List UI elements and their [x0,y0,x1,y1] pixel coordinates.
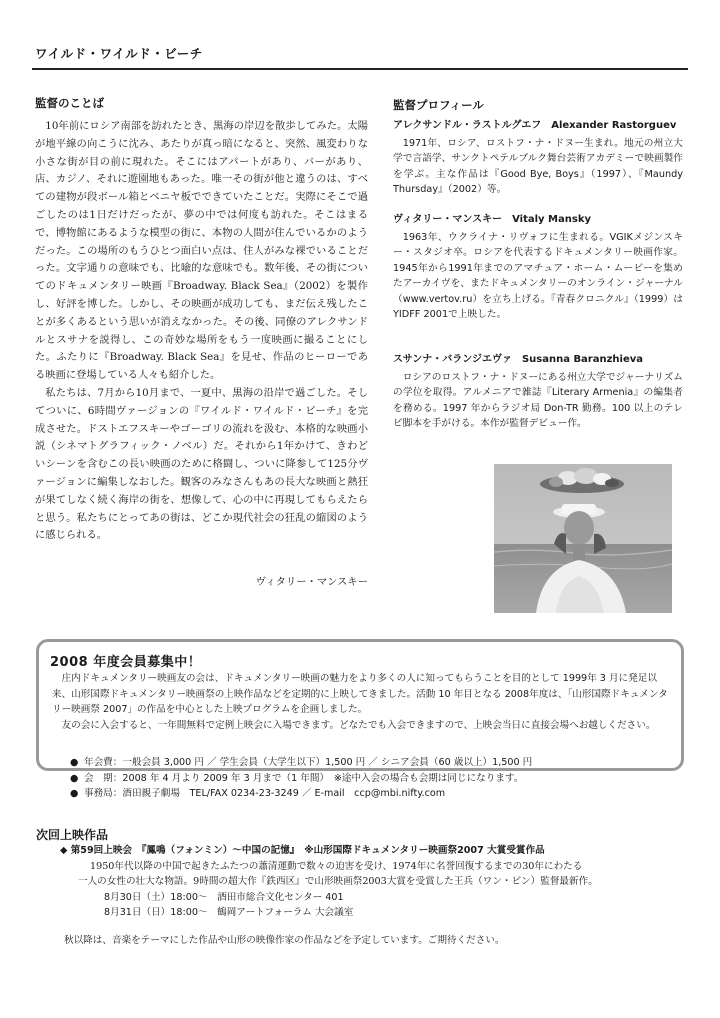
membership-title: 2008 年度会員募集中！ [50,655,202,670]
profile-entry [393,118,683,198]
black-circle-bullet-icon: ● [70,757,79,768]
director-words-paragraph: 10年前にロシア南部を訪れたとき、黒海の岸辺を散歩してみた。太陽が地平線の向こうに沈み、あたりが真っ暗になると、突然、風変わりな小さな街が目の前に現れた。そこにはアパートがあり、バーがあり、店、カジノ、それに遊園地もあった。唯一その街が他と違うのは、すべての建物が段ボール箱とベニヤ板でできていたことだ。実際にそこで過ごしたのは1日だけだったが、夢の中では何度も訪れた。そこはまるで、博物館にあるような模型の街に、本物の人間が住んでいるかのようだった。この場所のもうひとつ面白い点は、住人がみな裸でいることだった。文字通りの意味でも、比喩的な意味でも。数年後、その街についてのドキュメンタリー映画『Broadway. Black Sea』（2002）を製作し、好評を博した。しかし、その映画が成功しても、まだ伝え残したことが多くあるという思いが消えなかった。その後、同僚のアレクサンドルとスサナを説得し、この奇妙な場所をもう一度映画に撮ることにした。ふたりに『Broadway. Black Sea』を見せ、作品のヒーローである映画に登場している人々も紹介した。 [35,120,368,382]
membership-paragraph: 庄内ドキュメンタリー映画友の会は、ドキュメンタリー映画の魅力をより多くの人に知ってもらうことを目的として 1999年 3 月に発足以来、山形国際ドキュメンタリー映画祭の上映作品などを定期的に上映してきました。活動 10 年目となる 2008年度は、「山形国際ドキュメンタリー映画祭 2007」の作品を中心とした上映プログラムを企画しました。 [52,673,668,715]
membership-description [52,671,672,733]
profile-name: スサンナ・バランジエヴァ Susanna Baranzhieva [393,354,644,365]
black-circle-bullet-icon: ● [70,772,79,784]
header-divider [32,68,688,70]
membership-detail-item [70,786,670,802]
woman-with-tray-on-head-photo [494,464,672,613]
profile-bio: 1971年、ロシア、ロストフ・ナ・ドヌー生まれ。地元の州立大学で言語学、サンクトペテルブルク舞台芸術アカデミーで映画製作を学ぶ。主な作品は『Good Bye, Boys』（1997）、『Maundy Thursday』（2002）等。 [393,137,683,195]
next-screening-description: 一人の女性の壮大な物語。9時間の超大作『鉄西区』で山形映画祭2003大賞を受賞した王兵（ワン・ビン）監督最新作。 [78,876,598,887]
director-words-paragraph: 私たちは、7月から10月まで、一夏中、黒海の沿岸で過ごした。そしてついに、6時間ヴァージョンの『ワイルド・ワイルド・ビーチ』を完成させた。ドストエフスキーやゴーゴリの流れを汲む、本格的な映画小説（シネマトグラフィック・ノベル）だ。それから1年かけて、きわどいシーンを含むこの長い映画のために格闘し、ついに降参して125分ヴァージョンに編集しなおした。観客のみなさんもあの長大な映画と熱狂が果てしなく続く海岸の街を、想像して、心の中に再現してもらえたらと思う。私たちにとってあの街は、どこか現代社会の狂乱の縮図のように感じられる。 [35,386,368,542]
profile-entry [393,212,683,323]
membership-detail-item [70,755,670,771]
footer-note: 秋以降は、音楽をテーマにした作品や山形の映像作家の作品などを予定しています。ご期待ください。 [64,935,505,946]
schedule-item: 8月31日（日）18:00～ 鶴岡アートフォーラム 大会議室 [104,907,354,918]
membership-detail-text: 事務局：酒田親子劇場 TEL/FAX 0234-23-3249 ／ E-mail ccp@mbi.nifty.com [84,788,446,799]
director-words-text [35,118,368,545]
membership-details-list [70,755,670,802]
membership-detail-item [70,771,670,787]
profile-bio: ロシアのロストフ・ナ・ドヌーにある州立大学でジャーナリズムの学位を取得。アルメニアで雑誌『Literary Armenia』の編集者を務める。1997 年からラジオ局 Don-TR 勤務。100 以上のテレビ脚本を手がける。本作が監督デビュー作。 [393,371,683,429]
director-signature: ヴィタリー・マンスキー [255,576,368,588]
membership-paragraph: 友の会に入会すると、一年間無料で定例上映会に入場できます。どなたでも入会できますので、上映会当日に直接会場へお越しください。 [61,719,656,731]
profile-entry [393,352,683,432]
director-words-heading: 監督のことば [35,96,104,110]
membership-detail-text: 年会費：一般会員 3,000 円 ／ 学生会員（大学生以下）1,500 円 ／ シニア会員（60 歳以上）1,500 円 [84,757,533,768]
black-circle-bullet-icon: ● [70,788,79,799]
profile-name: アレクサンドル・ラストルグエフ Alexander Rastorguev [393,120,677,131]
schedule-item: 8月30日（土）18:00～ 酒田市総合文化センター 401 [104,891,344,903]
next-screening-description: 1950年代以降の中国で起きたふたつの蕭清運動で数々の迫害を受け、1974年に名誉回復するまでの30年にわたる [90,860,583,872]
profile-bio: 1963年、ウクライナ・リヴォフに生まれる。VGIKメジンスキー・スタジオ卒。ロシアを代表するドキュメンタリー映画作家。1945年から1991年までのアマチュア・ホーム・ムービーを集めたアーカイヴを、またドキュメンタリーのオンライン・ジャーナル（www.vertov.ru）を立ち上げる。『青春クロニクル』（1999）はYIDFF 2001で上映した。 [393,231,683,320]
profile-name: ヴィタリー・マンスキー Vitaly Mansky [393,214,591,225]
next-screening-heading: 次回上映作品 [36,828,109,842]
next-screening-title: ◆ 第59回上映会 『鳳鳴（フォンミン）～中国の記憶』 ※山形国際ドキュメンタリー映画祭2007 大賞受賞作品 [60,845,545,856]
director-profile-heading: 監督プロフィール [393,98,484,112]
page-header-title: ワイルド・ワイルド・ビーチ [35,46,203,61]
membership-detail-text: 会 期：2008 年 4 月より 2009 年 3 月まで（1 年間） ※途中入会の場合も会期は同じになります。 [84,772,524,784]
next-screening-details [60,843,680,921]
